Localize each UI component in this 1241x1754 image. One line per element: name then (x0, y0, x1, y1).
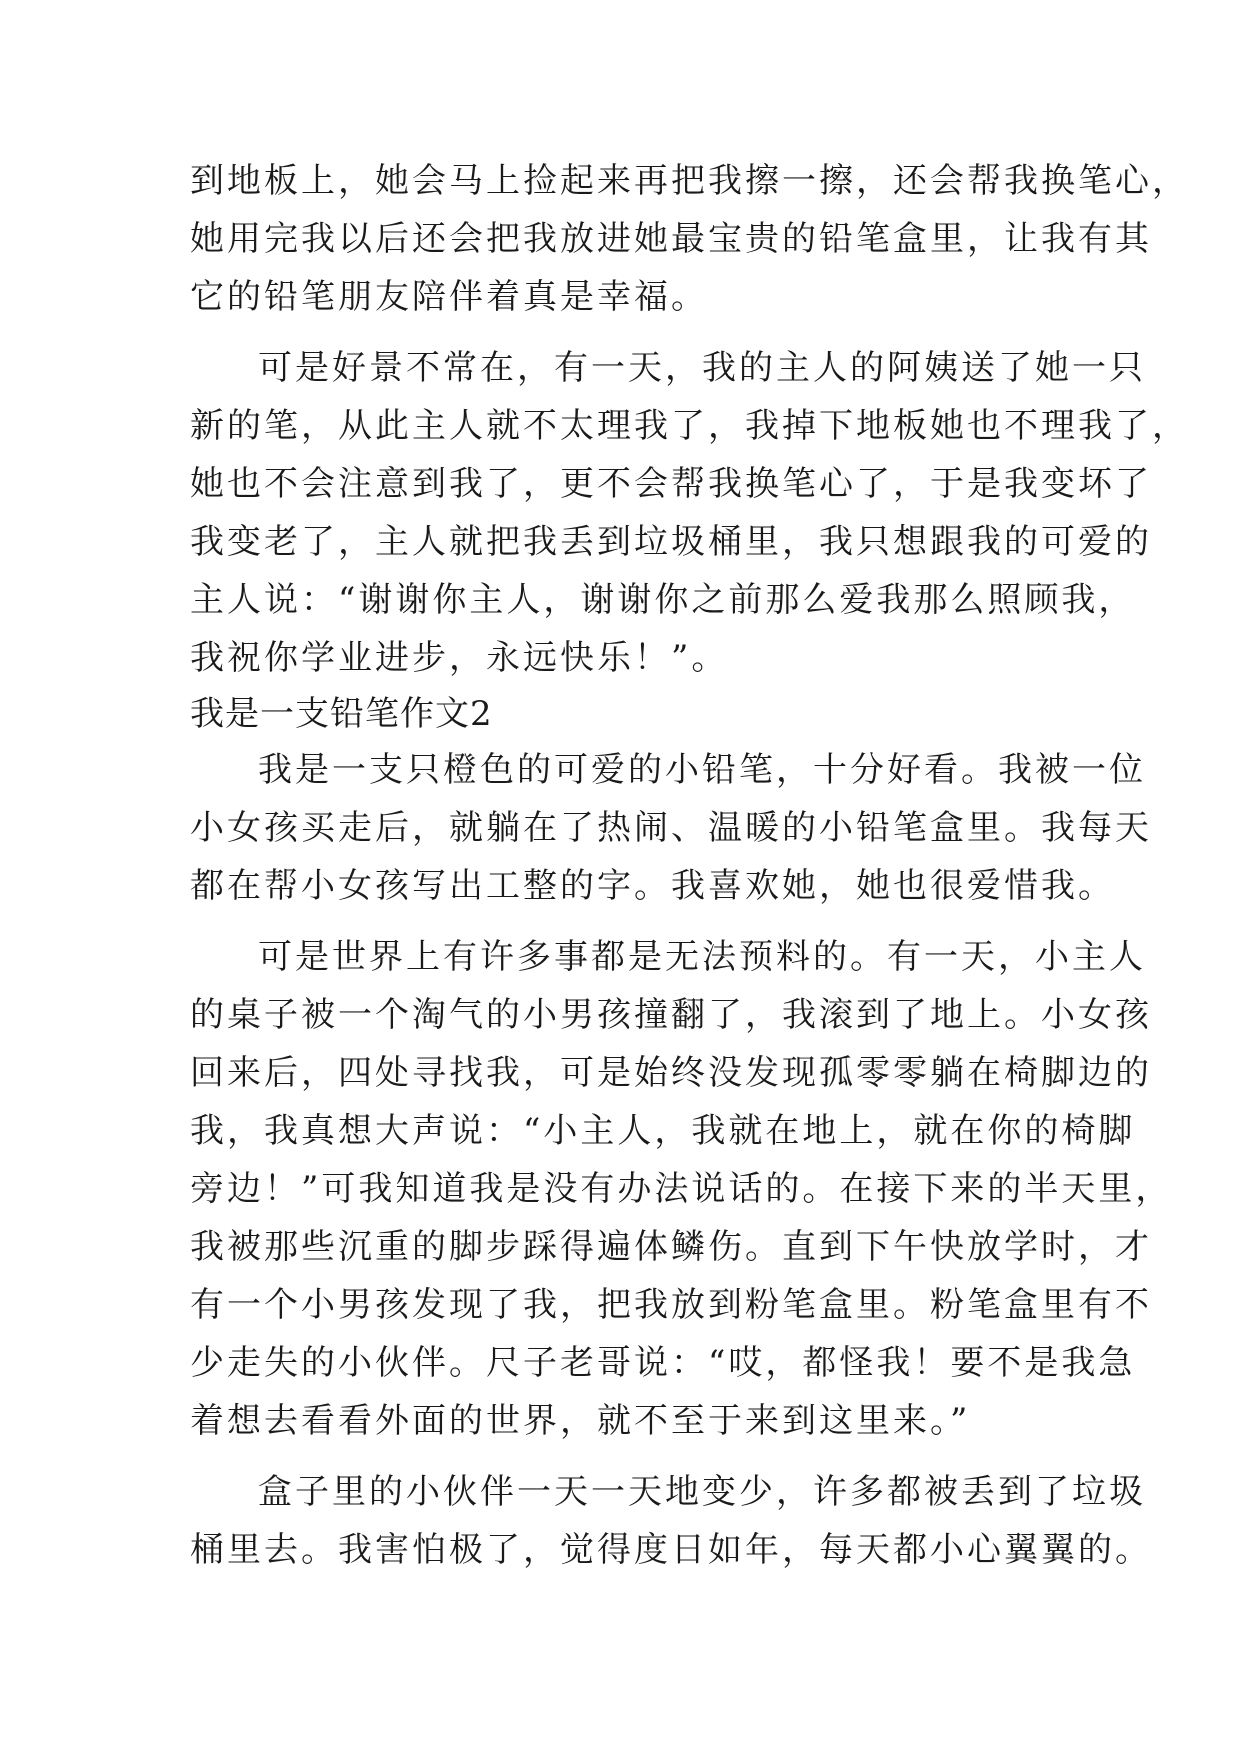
section-heading: 我是一支铅笔作文2 (190, 694, 493, 734)
text-line: 旁边！”可我知道我是没有办法说话的。在接下来的半天里， (190, 1169, 1173, 1209)
text-line: 我是一支只橙色的可爱的小铅笔，十分好看。我被一位 (258, 750, 1146, 790)
text-line: 我被那些沉重的脚步踩得遍体鳞伤。直到下午快放学时，才 (190, 1227, 1152, 1267)
text-line: 我变老了，主人就把我丢到垃圾桶里，我只想跟我的可爱的 (190, 522, 1152, 562)
text-line: 有一个小男孩发现了我，把我放到粉笔盒里。粉笔盒里有不 (190, 1285, 1152, 1325)
text-line: 可是世界上有许多事都是无法预料的。有一天，小主人 (258, 937, 1146, 977)
text-line: 它的铅笔朋友陪伴着真是幸福。 (190, 277, 708, 317)
paragraph-4 (190, 928, 1173, 1450)
text-line: 都在帮小女孩写出工整的字。我喜欢她，她也很爱惜我。 (190, 866, 1115, 906)
text-line: 回来后，四处寻找我，可是始终没发现孤零零躺在椅脚边的 (190, 1053, 1152, 1093)
text-line: 我祝你学业进步，永远快乐！”。 (190, 638, 729, 678)
text-line: 新的笔，从此主人就不太理我了，我掉下地板她也不理我了， (190, 406, 1189, 446)
text-line: 少走失的小伙伴。尺子老哥说：“哎，都怪我！要不是我急 (190, 1343, 1136, 1383)
text-line: 盒子里的小伙伴一天一天地变少，许多都被丢到了垃圾 (258, 1472, 1146, 1512)
text-line: 我，我真想大声说：“小主人，我就在地上，就在你的椅脚 (190, 1111, 1136, 1151)
text-line: 桶里去。我害怕极了，觉得度日如年，每天都小心翼翼的。 (190, 1530, 1152, 1570)
text-line: 的桌子被一个淘气的小男孩撞翻了，我滚到了地上。小女孩 (190, 995, 1152, 1035)
text-line: 她也不会注意到我了，更不会帮我换笔心了，于是我变坏了 (190, 464, 1152, 504)
text-line: 小女孩买走后，就躺在了热闹、温暖的小铅笔盒里。我每天 (190, 808, 1152, 848)
text-line: 主人说：“谢谢你主人，谢谢你之前那么爱我那么照顾我， (190, 580, 1136, 620)
text-line: 到地板上，她会马上捡起来再把我擦一擦，还会帮我换笔心， (190, 161, 1189, 201)
paragraph-5 (190, 1463, 1152, 1579)
text-line: 她用完我以后还会把我放进她最宝贵的铅笔盒里，让我有其 (190, 219, 1152, 259)
paragraph-2 (190, 339, 1189, 687)
paragraph-1 (190, 152, 1189, 326)
text-line: 可是好景不常在，有一天，我的主人的阿姨送了她一只 (258, 348, 1146, 388)
text-line: 着想去看看外面的世界，就不至于来到这里来。” (190, 1401, 971, 1441)
essay-body (190, 152, 1189, 1579)
paragraph-3 (190, 741, 1152, 915)
